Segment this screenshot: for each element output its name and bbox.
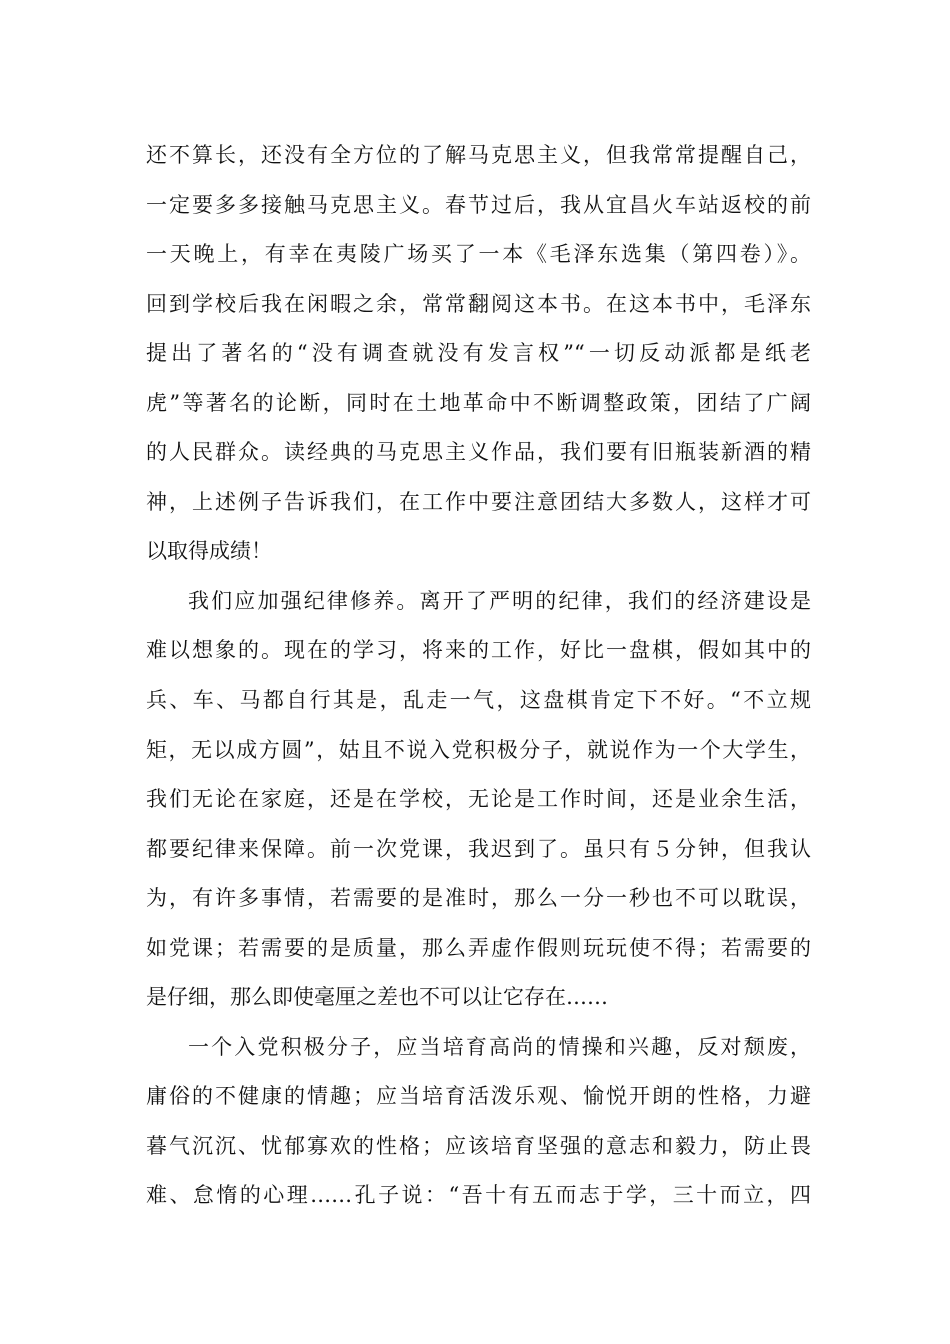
text-line: 难以想象的。现在的学习，将来的工作，好比一盘棋，假如其中的	[146, 638, 811, 663]
text-line: 提出了著名的“没有调查就没有发言权”“一切反动派都是纸老	[146, 341, 811, 366]
text-line: 为，有许多事情，若需要的是准时，那么一分一秒也不可以耽误，	[146, 886, 811, 911]
text-line: 一天晚上，有幸在夷陵广场买了一本《毛泽东选集（第四卷）》。	[146, 242, 811, 267]
paragraph-start-line: 一个入党积极分子，应当培育高尚的情操和兴趣，反对颓废，	[188, 1034, 811, 1059]
text-line: 暮气沉沉、忧郁寡欢的性格；应该培育坚强的意志和毅力，防止畏	[146, 1133, 811, 1158]
text-line: 虎”等著名的论断，同时在土地革命中不断调整政策，团结了广阔	[146, 390, 811, 415]
text-line: 庸俗的不健康的情趣；应当培育活泼乐观、愉悦开朗的性格，力避	[146, 1084, 811, 1109]
text-line: 的人民群众。读经典的马克思主义作品，我们要有旧瓶装新酒的精	[146, 440, 811, 465]
text-line: 都要纪律来保障。前一次党课，我迟到了。虽只有５分钟，但我认	[146, 836, 811, 861]
document-body	[146, 131, 811, 1221]
text-line: 还不算长，还没有全方位的了解马克思主义，但我常常提醒自己，	[146, 143, 811, 167]
text-line: 神，上述例子告诉我们，在工作中要注意团结大多数人，这样才可	[146, 489, 811, 514]
text-line: 矩，无以成方圆”，姑且不说入党积极分子，就说作为一个大学生，	[146, 737, 811, 762]
text-line: 难、怠惰的心理……孔子说：“吾十有五而志于学，三十而立，四	[146, 1183, 811, 1208]
paragraph-start-line: 我们应加强纪律修养。离开了严明的纪律，我们的经济建设是	[188, 588, 811, 613]
text-line: 是仔细，那么即使毫厘之差也不可以让它存在……	[146, 985, 608, 1010]
text-line: 兵、车、马都自行其是，乱走一气，这盘棋肯定下不好。“不立规	[146, 688, 811, 713]
text-line: 一定要多多接触马克思主义。春节过后，我从宜昌火车站返校的前	[146, 192, 811, 217]
text-line: 如党课；若需要的是质量，那么弄虚作假则玩玩使不得；若需要的	[146, 935, 811, 960]
text-line: 回到学校后我在闲暇之余，常常翻阅这本书。在这本书中，毛泽东	[146, 291, 811, 316]
text-line: 以取得成绩！	[146, 539, 272, 564]
text-line: 我们无论在家庭，还是在学校，无论是工作时间，还是业余生活，	[146, 787, 811, 812]
